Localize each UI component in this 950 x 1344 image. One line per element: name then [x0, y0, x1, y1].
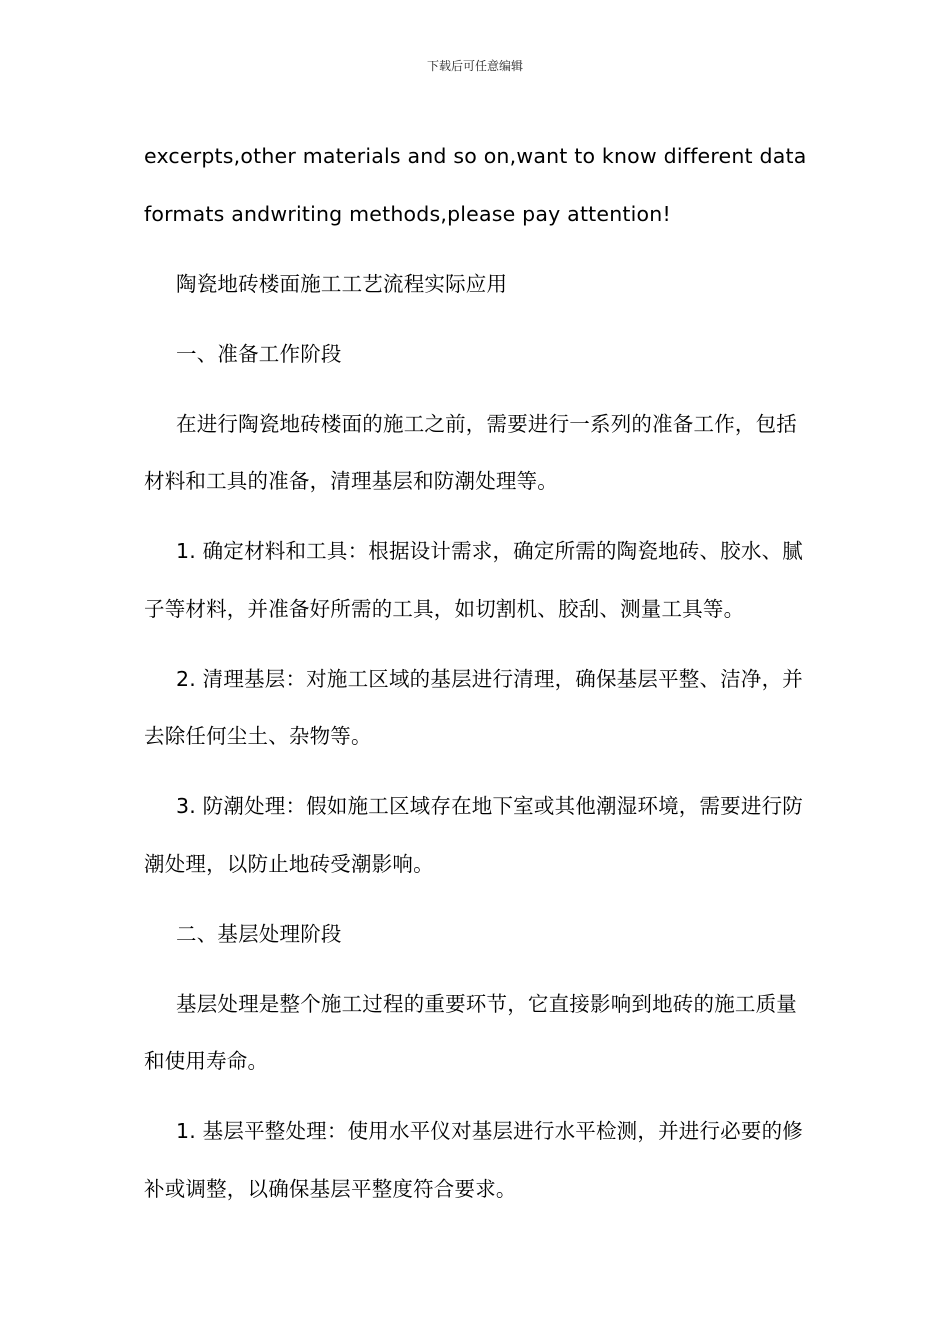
list-item-line: 1. 基层平整处理：使用水平仪对基层进行水平检测，并进行必要的修	[176, 1119, 803, 1143]
list-item-line: 3. 防潮处理：假如施工区域存在地下室或其他潮湿环境，需要进行防	[176, 794, 803, 818]
list-item-line: 2. 清理基层：对施工区域的基层进行清理，确保基层平整、洁净，并	[176, 666, 803, 691]
paragraph-line: formats andwriting methods,please pay attention!	[144, 201, 671, 226]
list-item-line: 补或调整，以确保基层平整度符合要求。	[144, 1176, 517, 1201]
list-item-line: 潮处理，以防止地砖受潮影响。	[144, 851, 434, 876]
list-item-line: 1. 确定材料和工具：根据设计需求，确定所需的陶瓷地砖、胶水、腻	[176, 539, 803, 563]
section-heading: 二、基层处理阶段	[176, 921, 342, 946]
page-header: 下载后可任意编辑	[426, 59, 523, 73]
list-item-line: 子等材料，并准备好所需的工具，如切割机、胶刮、测量工具等。	[144, 596, 745, 621]
paragraph-line: 基层处理是整个施工过程的重要环节，它直接影响到地砖的施工质量	[176, 991, 797, 1016]
paragraph-line: 材料和工具的准备，清理基层和防潮处理等。	[144, 469, 558, 493]
list-item-line: 去除任何尘土、杂物等。	[144, 724, 372, 748]
paragraph-line: excerpts,other materials and so on,want to know different data	[144, 144, 807, 168]
document-title: 陶瓷地砖楼面施工工艺流程实际应用	[176, 271, 508, 296]
paragraph-line: 和使用寿命。	[144, 1049, 269, 1073]
section-heading: 一、准备工作阶段	[176, 341, 342, 366]
paragraph-line: 在进行陶瓷地砖楼面的施工之前，需要进行一系列的准备工作，包括	[176, 411, 797, 436]
document-body	[144, 128, 807, 1218]
